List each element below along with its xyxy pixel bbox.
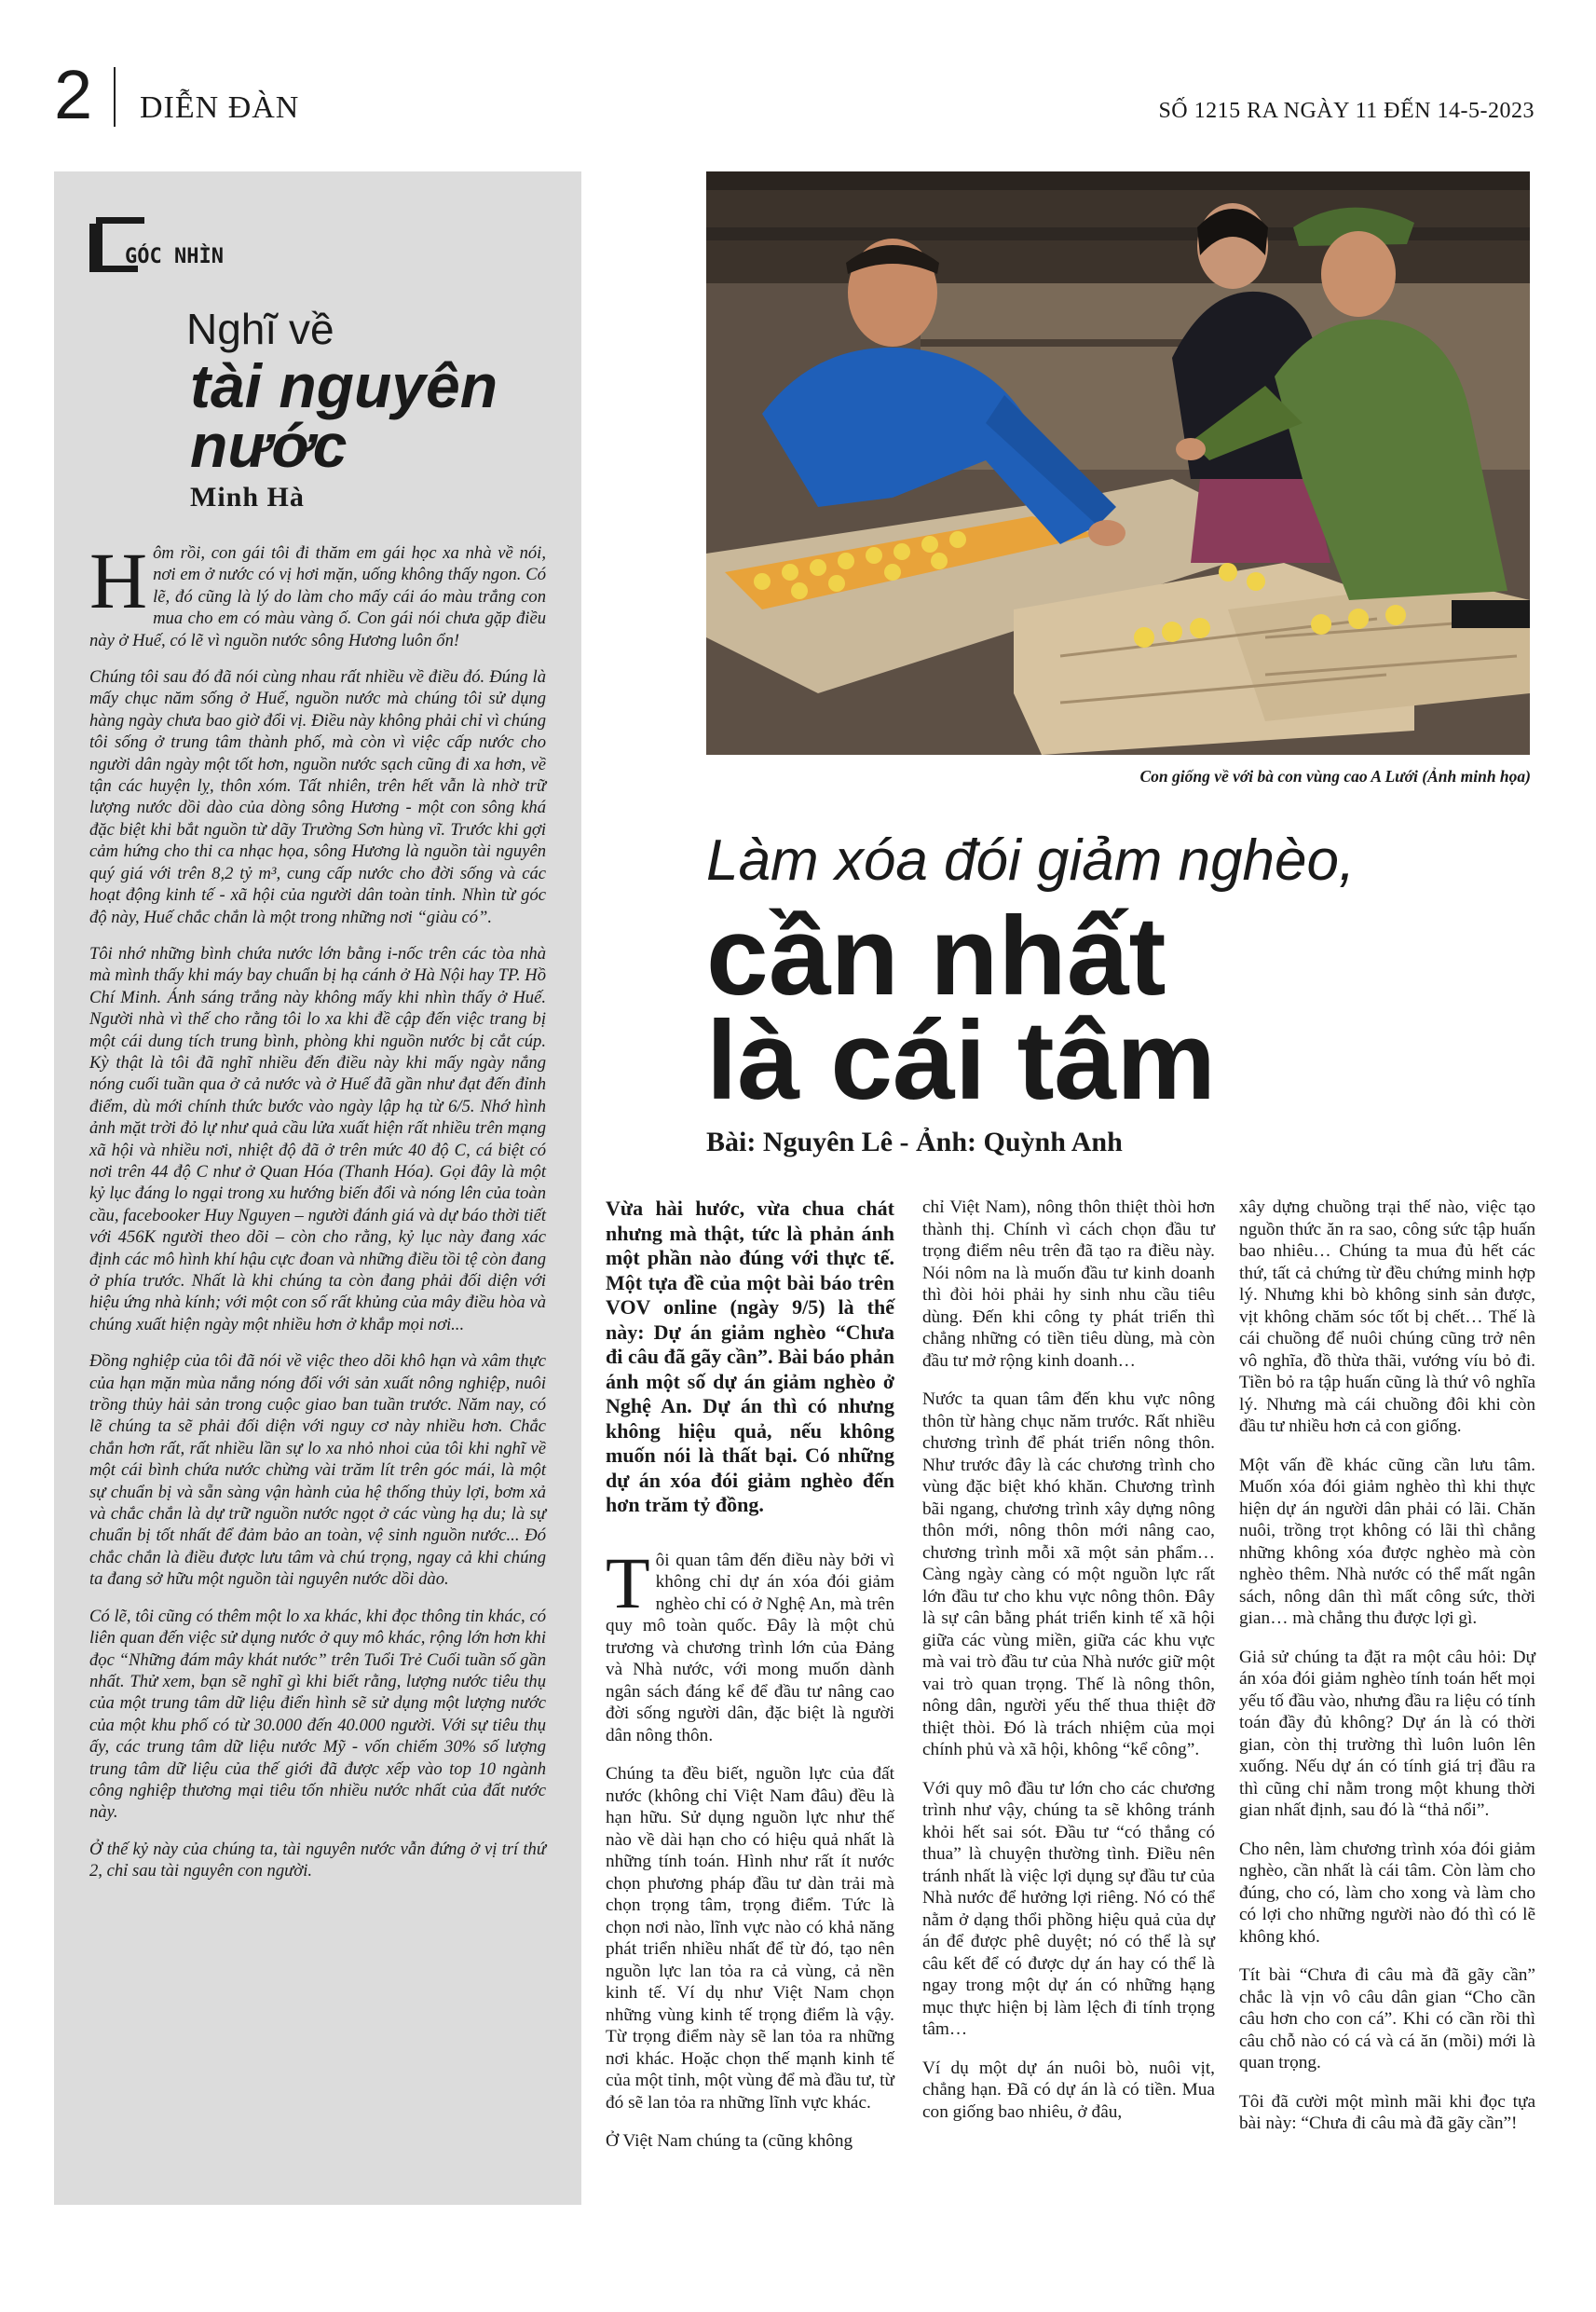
body-paragraph: xây dựng chuồng trại thế nào, việc tạo nguồn thức ăn ra sao, công sức tập huấn bao nhiêu… Chúng ta mua đủ hết các thứ, tất cả chứng từ đều chứng minh hợp lý. Nhưng khi bò không sinh sản được, vịt không chăm sóc tốt bị chết… Thế là cái chuồng để nuôi chúng cũng trở nên vô nghĩa, đồ thừa thãi, vướng víu bỏ đi. Tiền bỏ ra tập huấn cũng là thứ vô nghĩa lý. Nhưng mà cái chuồng đôi khi còn đầu tư nhiều hơn cả con giống. <box>1239 1197 1535 1436</box>
sidebar-body <box>89 536 546 1897</box>
body-paragraph: chỉ Việt Nam), nông thôn thiệt thòi hơn thành thị. Chính vì cách chọn đầu tư trọng điểm nêu trên đã tạo ra điều này. Nói nôm na là muốn đầu tư kinh doanh thì đòi hỏi phải hy sinh nhu cầu tiêu dùng. Đến khi công ty phát triển thì chẳng những có tiền tiêu dùng, mà còn đầu tư mở rộng kinh doanh… <box>922 1197 1215 1371</box>
sidebar-paragraph: Ở thế kỷ này của chúng ta, tài nguyên nước vẫn đứng ở vị trí thứ 2, chỉ sau tài nguyên con người. <box>89 1839 546 1881</box>
sidebar-paragraph: Hôm rồi, con gái tôi đi thăm em gái học xa nhà về nói, nơi em ở nước có vị hơi mặn, uống không thấy ngon. Có lẽ, đó cũng là lý do làm cho mấy cái áo màu trắng con mua cho em có màu vàng ố. Con gái nói chưa gặp điều này ở Huế, có lẽ vì nguồn nước sông Hương luôn ổn! <box>89 536 546 650</box>
body-paragraph: Nước ta quan tâm đến khu vực nông thôn từ hàng chục năm trước. Rất nhiều chương trình để phát triển nông thôn. Như trước đây là các chương trình cho vùng đặc biệt khó khăn. Chương trình bãi ngang, chương trình xây dựng nông thôn mới, nông thôn mới nâng cao, chương trình mỗi xã một sản phẩm… Càng ngày càng có một nguồn lực rất lớn đầu tư cho khu vực nông thôn. Đây là sự cân bằng phát triển kinh tế xã hội giữa các vùng miền, giữa các khu vực mà vai trò đầu tư của Nhà nước giữ một vai trò quan trọng. Thế là nông thôn, nông dân, người yếu thế thua thiệt đỡ thiệt thòi. Đó là trách nhiệm của mọi chính phủ và xã hội, không “kể công”. <box>922 1389 1215 1759</box>
sidebar-paragraph: Có lẽ, tôi cũng có thêm một lo xa khác, khi đọc thông tin khác, có liên quan đến việc sử dụng nước ở quy mô khác, rộng lớn hơn khi đọc “Những đám mây khát nước” trên Tuổi Trẻ Cuối tuần số gần nhất. Thử xem, bạn sẽ nghĩ gì khi biết rằng, lượng nước tiêu thụ của một trung tâm dữ liệu điển hình sẽ sử dụng một lượng nước của một khu phố có từ 30.000 đến 40.000 người. Với sự tiêu thụ ấy, các trung tâm dữ liệu nước Mỹ - vốn chiếm 30% số lượng trung tâm dữ liệu của thế giới đã được xếp vào top 10 ngành công nghiệp thương mại tiêu tốn nhiều nước nhất của đất nước này. <box>89 1606 546 1823</box>
body-paragraph: Tít bài “Chưa đi câu mà đã gãy cần” chắc là vịn vô câu dân gian “Cho cần câu hơn cho con cá”. Khi có cần rồi thì câu chỗ nào có cá và cá ăn (mồi) mới là quan trọng. <box>1239 1965 1535 2073</box>
byline: Bài: Nguyên Lê - Ảnh: Quỳnh Anh <box>706 1127 1123 1157</box>
body-paragraph: Giả sử chúng ta đặt ra một câu hỏi: Dự án xóa đói giảm nghèo tính toán hết mọi yếu tố đầu vào, nhưng đầu ra liệu có tính toán đầy đủ không? Dự án là có thời gian, còn thị trường thì luôn luôn lên xuống. Nếu dự án có tính giá trị đầu ra thì cũng chỉ nằm trong một khung thời gian nhất định, sau đó là “thả nổi”. <box>1239 1647 1535 1820</box>
body-paragraph: Ví dụ một dự án nuôi bò, nuôi vịt, chẳng hạn. Đã có dự án là có tiền. Mua con giống bao nhiêu, ở đâu, <box>922 2058 1215 2122</box>
drop-cap: H <box>89 536 148 625</box>
article-column-3 <box>1239 1197 1535 2152</box>
page-number: 2 <box>54 56 93 133</box>
section-title: DIỄN ĐÀN <box>140 90 300 125</box>
article-photo <box>706 171 1530 755</box>
sidebar-paragraph: Đồng nghiệp của tôi đã nói về việc theo dõi khô hạn và xâm thực của hạn mặn mùa nắng nóng đối với sản xuất nông nghiệp, nuôi trồng thủy hải sản trong cuộc giao ban tuần trước. Năm nay, có lẽ chúng ta sẽ phải đối diện với nguy cơ này nhiều hơn. Chắc chắn hơn rất, rất nhiều lần sự lo xa nhỏ nhoi của tôi khi nghĩ về một cái bình chứa nước chừng vài trăm lít trên góc mái, là một sự chuẩn bị và sẵn sàng vận hành của hệ thống thủy lợi, bơm xả và chắc chắn là dự trữ nguồn nước ngọt ở các vùng hạ du; là sự chuẩn bị tốt nhất để đảm bảo an toàn, vệ sinh nguồn nước... Đó chắc chắn là điều được lưu tâm và chú trọng, ngay cả khi chúng ta đang sở hữu một nguồn tài nguyên nước dồi dào. <box>89 1351 546 1590</box>
body-paragraph: Tôi quan tâm đến điều này bởi vì không chỉ dự án xóa đói giảm nghèo chỉ có ở Nghệ An, mà trên quy mô toàn quốc. Đây là một chủ trương và chương trình lớn của Đảng và Nhà nước, với mong muốn dành ngân sách đáng kể để đầu tư nâng cao đời sống người dân, đặc biệt là người dân nông thôn. <box>606 1541 894 1745</box>
lead-paragraph: Vừa hài hước, vừa chua chát nhưng mà thật, tức là phản ánh một phần nào đúng với thực tế. Một tựa đề của một bài báo trên VOV online (ngày 9/5) là thế này: Dự án giảm nghèo “Chưa đi câu đã gãy cần”. Bài báo phản ánh một số dự án giảm nghèo ở Nghệ An. Dự án thì có nhưng không hiệu quả, nếu không muốn nói là thất bại. Có những dự án xóa đói giảm nghèo đến hơn trăm tỷ đồng. <box>606 1197 894 1516</box>
body-paragraph: Cho nên, làm chương trình xóa đói giảm nghèo, cần nhất là cái tâm. Còn làm cho đúng, cho có, làm cho xong và làm cho có lợi cho những người nào đó thì có lẽ không khó. <box>1239 1839 1535 1947</box>
article-column-1 <box>606 1197 894 2169</box>
sidebar-author: Minh Hà <box>190 482 305 513</box>
headline-line-2: là cái tâm <box>706 998 1216 1123</box>
article-column-2 <box>922 1197 1215 2140</box>
body-paragraph: Với quy mô đầu tư lớn cho các chương trình như vậy, chúng ta sẽ không tránh khỏi hết sai sót. Đầu tư “có thắng có thua” là chuyện thường tình. Điều nên tránh nhất là việc lợi dụng sự đầu tư của Nhà nước để hưởng lợi riêng. Nó có thể nằm ở dạng thổi phồng hiệu quả của dự án để được phê duyệt; nó có thể là sự câu kết để có được dự án hay có thể là ngay trong một dự án có những hạng mục thực hiện bị làm lệch đi tính trọng tâm… <box>922 1778 1215 2039</box>
sidebar-paragraph: Chúng tôi sau đó đã nói cùng nhau rất nhiều về điều đó. Đúng là mấy chục năm sống ở Huế, nguồn nước mà chúng tôi sử dụng hàng ngày chưa bao giờ đổi vị. Điều này không phải chỉ vì chúng tôi sống ở trung tâm thành phố, mà còn vì việc cấp nước cho người dân ngày một tốt hơn, nguồn nước sạch cũng đi xa hơn, về tận các huyện lỵ, thôn xóm. Tất nhiên, trên hết vẫn là nhờ trữ lượng nước dồi dào của dòng sông Hương - một con sông khá đặc biệt khi bắt nguồn từ dãy Trường Sơn hùng vĩ. Trước khi gợi cảm hứng cho thi ca nhạc họa, sông Hương là nguồn tài nguyên quý giá với trên 8,2 tỷ m³, cung cấp nước cho đời sống và các hoạt động kinh tế - xã hội của người dân toàn tỉnh. Nhìn từ góc độ này, Huế chắc chắn là một trong những nơi “giàu có”. <box>89 667 546 927</box>
column-label: GÓC NHÌN <box>125 245 224 268</box>
photo-caption: Con giống về với bà con vùng cao A Lưới (Ảnh minh họa) <box>1139 767 1531 786</box>
headline-kicker: Làm xóa đói giảm nghèo, <box>706 828 1356 893</box>
body-paragraph: Một vấn đề khác cũng cần lưu tâm. Muốn xóa đói giảm nghèo thì khi thực hiện dự án người dân phải có lãi. Chăn nuôi, trồng trọt không có lãi thì chẳng những không xóa được nghèo mà còn nghèo thêm. Nhà nước có thể mất ngân sách, nông dân thì mất công sức, thời gian… mà chẳng thu được lợi gì. <box>1239 1455 1535 1628</box>
body-paragraph: Tôi đã cười một mình mãi khi đọc tựa bài này: “Chưa đi câu mà đã gãy cần”! <box>1239 2091 1535 2133</box>
sidebar-paragraph: Tôi nhớ những bình chứa nước lớn bằng i-nốc trên các tòa nhà mà mình thấy khi máy bay chuẩn bị hạ cánh ở Hà Nội hay TP. Hồ Chí Minh. Ánh sáng trắng này không mấy khi nhìn thấy ở Huế. Người nhà vì thế cho rằng tôi lo xa khi đề cập đến việc trang bị một cái dung tích trung bình, phòng khi nguồn nước bị cắt cúp. Kỳ thật là tôi đã nghĩ nhiều đến điều này khi mấy ngày nắng nóng cuối tuần qua ở cả nước và ở Huế đã gần như đạt đến đỉnh điểm, dù mới chính thức bước vào ngày lập hạ từ 6/5. Nhớ hình ảnh mặt trời đỏ lự như quả cầu lửa xuất hiện rất nhiều trên mạng xã hội và nhiều nơi, nhiệt độ đã ở trên mức 40 độ C, cá biệt có nơi trên 44 độ C như ở Quan Hóa (Thanh Hóa). Gọi đây là một kỷ lục đáng lo ngại trong xu hướng biến đổi và nóng lên của toàn cầu, facebooker Huy Nguyen – người đánh giá và dự báo thời tiết với 456K người theo dõi – còn cho rằng, kỷ lục này đang xác định các mô hình khí hậu cực đoan và những điều tồi tệ còn đang ở phía trước. Nhất là khi chúng ta còn đang phải đối diện với hiệu ứng nhà kính; với một con số rất khủng của mây điều hòa và chúng xuất hiện ngày một nhiều hơn ở khắp mọi nơi... <box>89 943 546 1334</box>
body-paragraph: Ở Việt Nam chúng ta (cũng không <box>606 2131 853 2151</box>
headline-line-1: cần nhất <box>706 894 1166 1019</box>
issue-info: SỐ 1215 RA NGÀY 11 ĐẾN 14-5-2023 <box>1158 99 1535 123</box>
sidebar-kicker: Nghĩ về <box>186 305 334 353</box>
header-divider <box>114 67 116 127</box>
body-paragraph: Chúng ta đều biết, nguồn lực của đất nước (không chỉ Việt Nam đâu) đều là hạn hữu. Sử dụng nguồn lực như thế nào về dài hạn cho có hiệu quả nhất là những tính toán. Hình như rất ít nước chọn phương pháp đầu tư dàn trải mà chọn trọng tâm, trọng điểm. Tức là chọn nơi nào, lĩnh vực nào có khả năng phát triển nhiều nhất để từ đó, tạo nên nguồn lực lan tỏa ra cả vùng, cả nền kinh tế. Ví dụ như Việt Nam chọn những vùng kinh tế trọng điểm là vậy. Từ trọng điểm này sẽ lan tỏa ra những nơi khác. Hoặc chọn thế mạnh kinh tế của một tỉnh, một vùng để mà đầu tư, từ đó sẽ lan tỏa ra những lĩnh vực khác. <box>606 1764 894 2113</box>
drop-cap: T <box>606 1541 650 1623</box>
sidebar-title: tài nguyên nước <box>190 351 498 480</box>
